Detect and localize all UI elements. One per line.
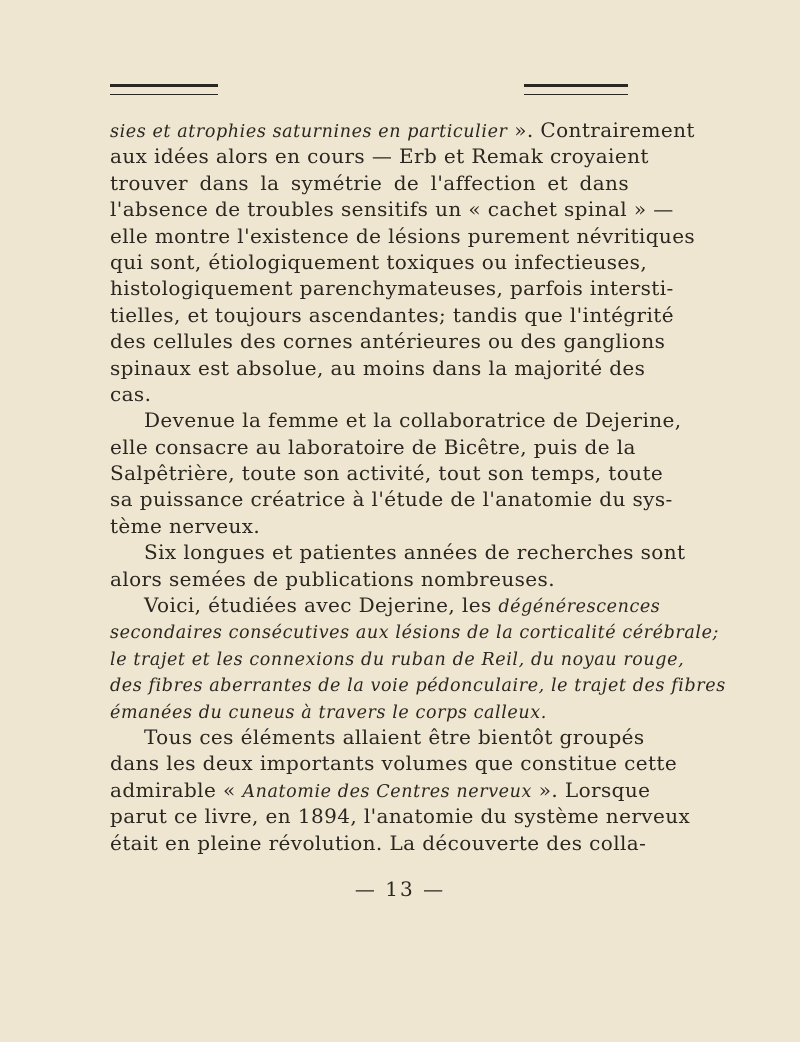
text-line: elle montre l'existence de lésions purement névritiques	[110, 223, 696, 248]
text-line: tème nerveux.	[110, 513, 261, 538]
text-line: histologiquement parenchymateuses, parfois intersti-	[110, 276, 674, 301]
text-line: parut ce livre, en 1894, l'anatomie du système nerveux	[110, 804, 691, 829]
page-number: — 13 —	[354, 877, 446, 901]
header-rule-right-thick	[524, 84, 628, 87]
text-line: elle consacre au laboratoire de Bicêtre, puis de la	[110, 434, 636, 459]
text-line: sa puissance créatrice à l'étude de l'anatomie du sys-	[110, 487, 673, 512]
text-line: secondaires consécutives aux lésions de la corticalité cérébrale;	[110, 623, 720, 644]
text-line: admirable « Anatomie des Centres nerveux ». Lorsque	[110, 777, 651, 802]
text-line: Salpêtrière, toute son activité, tout son temps, toute	[110, 461, 664, 486]
text-line: l'absence de troubles sensitifs un « cachet spinal » —	[110, 197, 674, 222]
text-line: était en pleine révolution. La découverte des colla-	[110, 830, 647, 855]
text-line: Tous ces éléments allaient être bientôt groupés	[144, 724, 645, 749]
text-line: qui sont, étiologiquement toxiques ou infectieuses,	[110, 249, 648, 274]
text-line: spinaux est absolue, au moins dans la majorité des	[110, 355, 646, 380]
header-rule-right-thin	[524, 94, 628, 95]
text-line: Six longues et patientes années de recherches sont	[144, 540, 686, 565]
text-line: des cellules des cornes antérieures ou des ganglions	[110, 329, 666, 354]
text-line: le trajet et les connexions du ruban de Reil, du noyau rouge,	[110, 649, 685, 670]
header-rule-left-thick	[110, 84, 218, 87]
text-line: des fibres aberrantes de la voie pédonculaire, le trajet des fibres	[110, 676, 726, 697]
text-line: sies et atrophies saturnines en particulier ». Contrairement	[110, 118, 695, 142]
text-line: cas.	[110, 381, 152, 406]
text-line: tielles, et toujours ascendantes; tandis que l'intégrité	[110, 302, 674, 327]
text-line: dans les deux importants volumes que constitue cette	[110, 751, 678, 776]
text-line: aux idées alors en cours — Erb et Remak croyaient	[110, 144, 649, 169]
text-line: trouver dans la symétrie de l'affection et dans	[110, 170, 629, 195]
text-line: émanées du cuneus à travers le corps calleux.	[110, 702, 547, 723]
text-line: alors semées de publications nombreuses.	[110, 566, 555, 591]
header-rule-left-thin	[110, 94, 218, 95]
text-line: Voici, étudiées avec Dejerine, les dégénérescences	[144, 593, 661, 618]
body-text	[110, 117, 726, 856]
text-line: Devenue la femme et la collaboratrice de Dejerine,	[144, 408, 682, 433]
